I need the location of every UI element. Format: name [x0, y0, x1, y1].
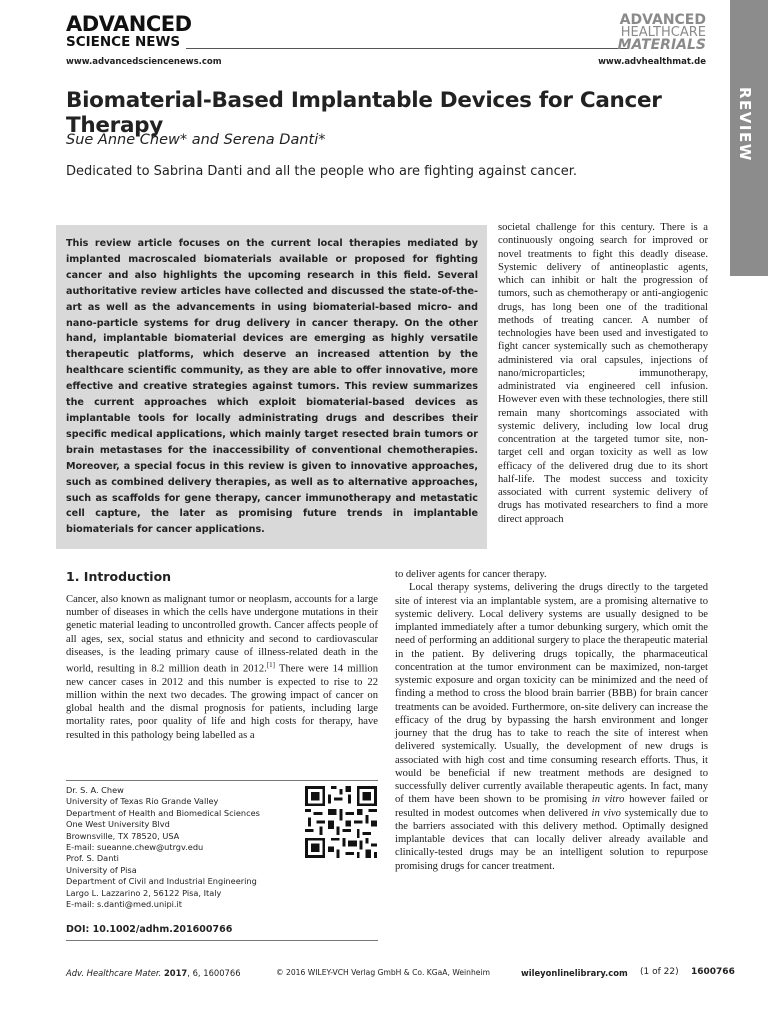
right-body-paragraph-2 — [395, 581, 708, 873]
right-column-top-text: societal challenge for this century. There is a continuously ongoing search for improved or novel treatments to fight this deadly disease. Systemic delivery of antineoplastic agents, which can inhibit or halt the progression of tumors, such as chemotherapy or anti-angiogenic drugs, has long been one of the traditional methods of treating cancer. A number of technologies have been used and investigated to fight cancer systemically such as chemotherapy administered via oral capsules, injections of nano/microparticles; immunotherapy, administrated via engineered cell infusion. However even with these technologies, there still remain many shortcomings associated with systemic delivery, including low local drug concentration at the targeted tumor site, non-target cell and organ toxicity as well as low efficacy of the delivered drug due to its short half-life. The modest success and toxicity associated with current systemic delivery of drugs has motivated researchers to find a more direct approach — [498, 222, 708, 525]
publisher-url[interactable]: www.advancedsciencenews.com — [66, 57, 222, 67]
logo-line-2: SCIENCE NEWS — [66, 34, 181, 50]
aff-line: University of Pisa — [66, 864, 137, 875]
p2-text-b: however failed or resulted in modest outcomes when delivered — [395, 794, 708, 819]
p2-text-a: Local therapy systems, delivering the drugs directly to the targeted site of interest via an implantable system, are a promising alternative to systemic delivery. Local delivery systems are usually designed to be implanted immediately after a tumor debunking surgery, which omit the need of performing an additional surgery to place the therapeutic material in the patient. By delivering drugs topically, the pharmaceutical concentration at the tumor environment can be maximized, non-target systemic exposure and organ toxicity can be minimized and the need of finding a method to cross the blood brain barrier (BBB) for brain cancer treatments can be avoided. Furthermore, on-site delivery can increase the efficacy of the drug by bypassing the harsh environment and longer journey that the drug has to take to reach the site of interest when delivered systemically. Usually, the development of new drugs is associated with high cost and time consuming research efforts. Thus, it would be beneficial if new treatment methods are designed to successfully deliver currently available therapeutic agents. In fact, many of them have been shown to be promising — [395, 582, 708, 806]
affiliation-top-rule — [66, 780, 378, 781]
citation-ref[interactable]: [1] — [266, 661, 275, 670]
journal-url[interactable]: www.advhealthmat.de — [598, 57, 706, 67]
review-label: REVIEW — [736, 87, 754, 162]
aff-line: One West University Blvd — [66, 819, 170, 830]
copyright: © 2016 WILEY-VCH Verlag GmbH & Co. KGaA, Weinheim — [276, 968, 490, 977]
doi-link[interactable]: DOI: 10.1002/adhm.201600766 — [66, 924, 233, 935]
introduction-left-column — [66, 593, 378, 742]
article-authors: Sue Anne Chew* and Serena Danti* — [66, 132, 326, 148]
advanced-healthcare-materials-logo — [618, 14, 706, 52]
aff-line: Department of Health and Biomedical Sciences — [66, 807, 260, 818]
journal-citation — [66, 968, 241, 978]
in-vitro-term: in vitro — [591, 794, 625, 806]
affiliation-block — [66, 785, 296, 910]
intro-text-part1: Cancer, also known as malignant tumor or neoplasm, accounts for a large number of diseases in which the cells have undergone mutations in their genetic material leading to uncontrolled growth. Cancer affects people of all ages, sex, social status and ethnicity and second to cardiovascular diseases, is the leading primary cause of illness-related death in the world, resulting in 8.2 million death in 2012. — [66, 594, 378, 675]
page-footer — [66, 966, 735, 980]
dedication: Dedicated to Sabrina Danti and all the people who are fighting against cancer. — [66, 164, 577, 179]
article-title: Biomaterial-Based Implantable Devices for Cancer Therapy — [66, 88, 662, 138]
aff-line: University of Texas Rio Grande Valley — [66, 796, 219, 807]
article-number: 1600766 — [691, 967, 735, 977]
p2-text-c: systemically due to the barriers associated with this delivery method. Optimally designed implantable devices that can locally deliver already available and clinically-tested drugs may be an intelligent solution to repurpose promising drugs for cancer treatment. — [395, 807, 708, 872]
qr-code-icon[interactable] — [305, 786, 377, 858]
advanced-science-news-logo — [66, 14, 192, 50]
website-link[interactable]: wileyonlinelibrary.com — [521, 968, 628, 978]
page-count: (1 of 22) — [640, 967, 679, 977]
review-side-tab — [730, 0, 768, 276]
abstract-box — [56, 225, 487, 549]
aff-line: Largo L. Lazzarino 2, 56122 Pisa, Italy — [66, 887, 222, 898]
aff-line: Department of Civil and Industrial Engineering — [66, 876, 257, 887]
affiliation-bottom-rule — [66, 940, 378, 941]
abstract-text: This review article focuses on the current local therapies mediated by implanted macroscaled biomaterials available or proposed for fighting cancer and also highlights the upcoming research in this field. Several authoritative review articles have collected and discussed the state-of-the-art as well as the advancements in using biomaterial-based micro- and nano-particle systems for drug delivery in cancer therapy. On the other hand, implantable biomaterial devices are emerging as highly versatile therapeutic platforms, which deserve an increased attention by the healthcare scientific community, as they are able to offer innovative, more effective and creative strategies against tumors. This review summarizes the current approaches which exploit biomaterial-based devices as implantable tools for locally administrating drugs and describes their specific medical applications, which mainly target resected brain tumors or brain metastases for the inaccessibility of conventional chemotherapies. Moreover, a special focus in this review is given to innovative approaches, such as combined delivery therapies, as well as to alternative approaches, such as scaffolds for gene therapy, cancer immunotherapy and metastatic cell capture, the later as promising future trends in implantable biomaterials for cancer applications. — [66, 238, 478, 536]
introduction-right-column — [395, 568, 708, 873]
intro-text-part2: There were 14 million new cancer cases in 2012 and this number is expected to rise to 22 million within the next two decades. The growing impact of cancer on global health and the dismal prognosis for patients, including large mortality rates, poor quality of life and high costs for therapy, have resulted in this pathology being labelled as a — [66, 663, 378, 741]
journal-volume: , 6, 1600766 — [187, 968, 241, 978]
right-body-paragraph-1: to deliver agents for cancer therapy. — [395, 569, 547, 580]
aff-line: Prof. S. Danti — [66, 853, 119, 864]
logo-line-1: ADVANCED — [66, 12, 192, 36]
journal-logo-line-1: ADVANCED — [619, 12, 706, 28]
journal-name: Adv. Healthcare Mater. — [66, 968, 162, 978]
aff-email[interactable]: E-mail: s.danti@med.unipi.it — [66, 899, 183, 910]
aff-email[interactable]: E-mail: sueanne.chew@utrgv.edu — [66, 842, 204, 853]
aff-line: Dr. S. A. Chew — [66, 785, 124, 795]
aff-line: Brownsville, TX 78520, USA — [66, 830, 180, 841]
section-heading-introduction: 1. Introduction — [66, 569, 172, 584]
in-vivo-term: in vivo — [591, 807, 621, 819]
header-rule — [186, 48, 628, 49]
journal-year: 2017 — [163, 968, 188, 978]
journal-logo-line-2: HEALTHCARE — [620, 24, 706, 40]
journal-logo-line-3: MATERIALS — [617, 36, 706, 53]
